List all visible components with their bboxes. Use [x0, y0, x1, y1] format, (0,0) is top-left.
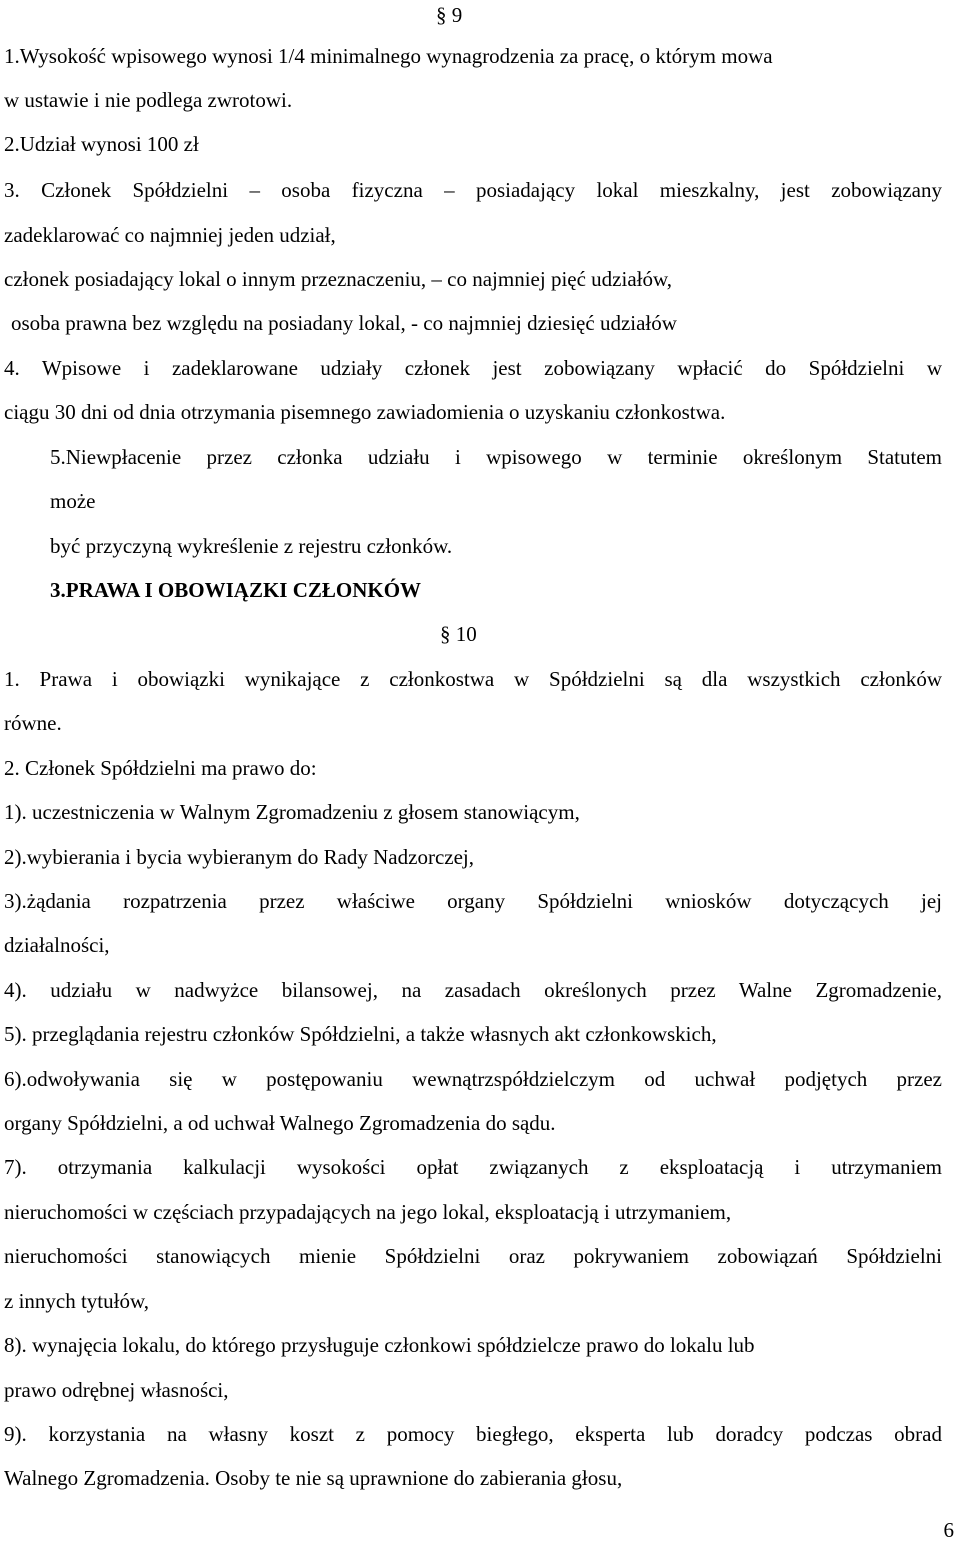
- text-line: 1.Wysokość wpisowego wynosi 1/4 minimalnego wynagrodzenia za pracę, o którym mowa: [4, 44, 773, 68]
- section-9-heading: § 9: [436, 3, 463, 27]
- chapter-heading: 3.PRAWA I OBOWIĄZKI CZŁONKÓW: [50, 578, 422, 602]
- text-line: członek posiadający lokal o innym przeznaczeniu, – co najmniej pięć udziałów,: [4, 267, 673, 291]
- text-line: 4. Wpisowe i zadeklarowane udziały członek jest zobowiązany wpłacić do Spółdzielni w: [4, 356, 942, 380]
- text-line: zadeklarować co najmniej jeden udział,: [4, 223, 336, 247]
- section-10-heading: § 10: [440, 622, 477, 646]
- text-line: osoba prawna bez względu na posiadany lokal, - co najmniej dziesięć udziałów: [11, 311, 677, 335]
- text-line: 4). udziału w nadwyżce bilansowej, na zasadach określonych przez Walne Zgromadzenie,: [4, 978, 942, 1002]
- text-line: w ustawie i nie podlega zwrotowi.: [4, 88, 293, 112]
- text-line: 9). korzystania na własny koszt z pomocy biegłego, eksperta lub doradcy podczas obrad: [4, 1422, 942, 1446]
- text-line: 2. Członek Spółdzielni ma prawo do:: [4, 756, 317, 780]
- text-line: równe.: [4, 711, 62, 735]
- text-line: być przyczyną wykreślenie z rejestru członków.: [50, 534, 453, 558]
- text-line: 2).wybierania i bycia wybieranym do Rady Nadzorczej,: [4, 845, 474, 869]
- page-number: 6: [943, 1518, 954, 1542]
- text-line: nieruchomości stanowiących mienie Spółdzielni oraz pokrywaniem zobowiązań Spółdzielni: [4, 1244, 942, 1268]
- text-line: 8). wynajęcia lokalu, do którego przysługuje członkowi spółdzielcze prawo do lokalu lub: [4, 1333, 755, 1357]
- text-line: 1). uczestniczenia w Walnym Zgromadzeniu z głosem stanowiącym,: [4, 800, 580, 824]
- text-line: Walnego Zgromadzenia. Osoby te nie są uprawnione do zabierania głosu,: [4, 1466, 623, 1490]
- text-line: ciągu 30 dni od dnia otrzymania pisemnego zawiadomienia o uzyskaniu członkostwa.: [4, 400, 726, 424]
- text-line: 3).żądania rozpatrzenia przez właściwe organy Spółdzielni wniosków dotyczących jej: [4, 889, 942, 913]
- text-line: nieruchomości w częściach przypadających na jego lokal, eksploatacją i utrzymaniem,: [4, 1200, 732, 1224]
- text-line: z innych tytułów,: [4, 1289, 150, 1313]
- text-line: 6).odwoływania się w postępowaniu wewnątrzspółdzielczym od uchwał podjętych przez: [4, 1067, 942, 1091]
- text-line: 5). przeglądania rejestru członków Spółdzielni, a także własnych akt członkowskich,: [4, 1022, 717, 1046]
- text-line: 1. Prawa i obowiązki wynikające z członkostwa w Spółdzielni są dla wszystkich członków: [4, 667, 942, 691]
- text-line: działalności,: [4, 933, 110, 957]
- text-line: 3. Członek Spółdzielni – osoba fizyczna – posiadający lokal mieszkalny, jest zobowiązany: [4, 178, 942, 202]
- text-line: 2.Udział wynosi 100 zł: [4, 132, 199, 156]
- text-line: może: [50, 489, 96, 513]
- text-line: prawo odrębnej własności,: [4, 1378, 229, 1402]
- text-line: 5.Niewpłacenie przez członka udziału i wpisowego w terminie określonym Statutem: [50, 445, 942, 469]
- text-line: organy Spółdzielni, a od uchwał Walnego Zgromadzenia do sądu.: [4, 1111, 556, 1135]
- text-line: 7). otrzymania kalkulacji wysokości opłat związanych z eksploatacją i utrzymaniem: [4, 1155, 942, 1179]
